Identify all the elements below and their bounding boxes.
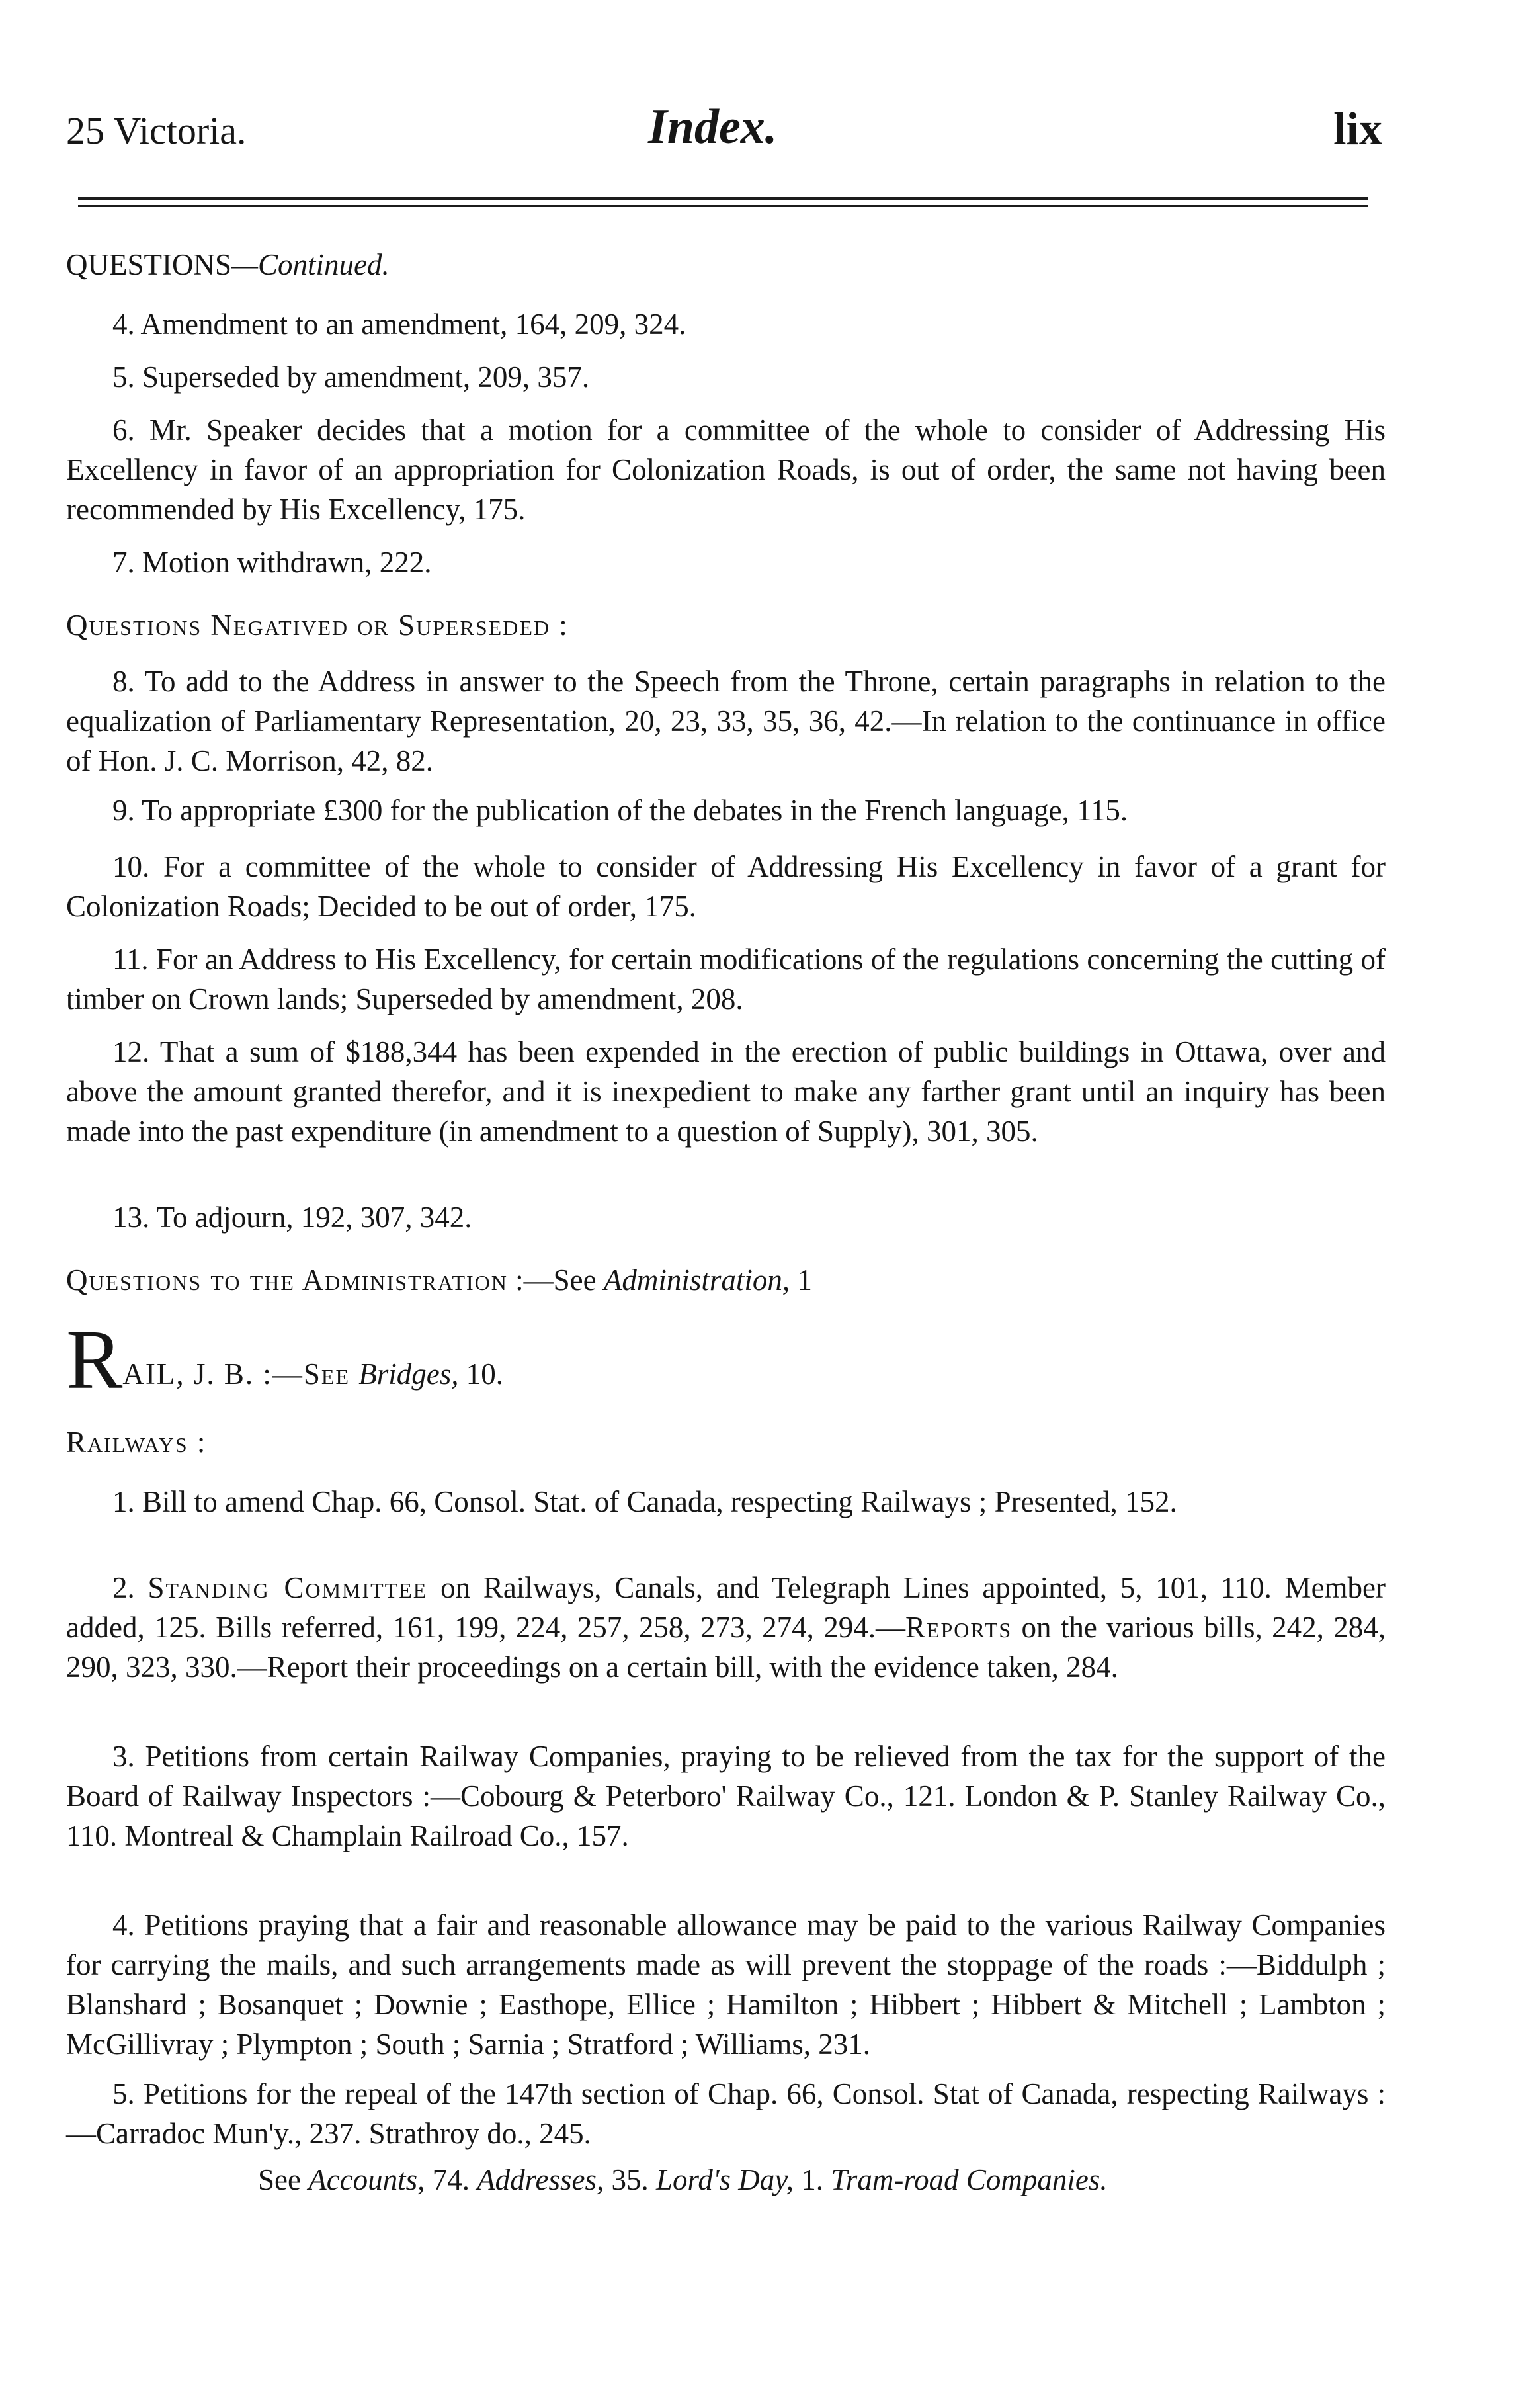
drop-cap: R: [66, 1312, 123, 1406]
index-entry: 4. Amendment to an amendment, 164, 209, 324.: [112, 308, 686, 341]
index-entry: 1. Bill to amend Chap. 66, Consol. Stat. of Canada, respecting Railways ; Presented, 152.: [112, 1485, 1177, 1518]
admin-ref: Administration,: [603, 1264, 790, 1297]
entry-number: 2.: [112, 1571, 148, 1604]
admin-see: :—See: [507, 1264, 604, 1297]
reports-label: Reports: [905, 1611, 1013, 1644]
index-entry: 9. To appropriate £300 for the publication of the debates in the French language, 115.: [112, 794, 1128, 827]
index-entry: [66, 1568, 1386, 1687]
heading-questions: QUESTIONS: [66, 248, 232, 281]
rail-ref: Bridges,: [358, 1357, 459, 1391]
index-entry: 11. For an Address to His Excellency, for certain modifications of the regulations concerning the cutting of timber on Crown lands; Superseded by amendment, 208.: [66, 943, 1386, 1015]
section-heading-questions-administration: [66, 1260, 1386, 1300]
section-heading-railways: Railways :: [66, 1426, 207, 1459]
entry-text: on Railways, Canals, and Telegraph Lines appointed, 5, 101, 110. Member added, 125. Bills referred, 161, 199, 224, 257, 258, 273, 274, 294.—: [66, 1571, 1386, 1644]
header-rule-thick: [78, 197, 1368, 200]
see-ref-number: 35.: [604, 2163, 657, 2196]
index-entry: 5. Petitions for the repeal of the 147th section of Chap. 66, Consol. Stat of Canada, respecting Railways :—Carradoc Mun'y., 237. Strathroy do., 245.: [66, 2077, 1386, 2150]
index-entry: 10. For a committee of the whole to consider of Addressing His Excellency in favor of a grant for Colonization Roads; Decided to be out of order, 175.: [66, 850, 1386, 923]
see-ref: Tram-road Companies.: [831, 2163, 1108, 2196]
rail-ref-number: 10.: [458, 1357, 503, 1391]
see-also-line: [66, 2160, 1533, 2200]
header-title: Index.: [648, 100, 778, 154]
index-entry: 13. To adjourn, 192, 307, 342.: [112, 1201, 472, 1234]
rail-entry: [66, 1312, 1386, 1406]
rail-name: AIL, J. B. :—See: [122, 1357, 359, 1391]
index-entry: 12. That a sum of $188,344 has been expended in the erection of public buildings in Ottawa, over and above the amount granted therefor, and it is inexpedient to make any farther grant until an inquiry has been made into the past expenditure (in amendment to a question of Supply), 301, 305.: [66, 1035, 1386, 1148]
header-volume: 25 Victoria.: [66, 109, 247, 152]
section-heading-questions-continued: [66, 245, 1386, 284]
see-ref-number: 1.: [794, 2163, 831, 2196]
index-entry: 6. Mr. Speaker decides that a motion for a committee of the whole to consider of Addressing His Excellency in favor of an appropriation for Colonization Roads, is out of order, the same not having been recommended by His Excellency, 175.: [66, 413, 1386, 526]
see-ref-number: 74.: [425, 2163, 477, 2196]
index-entry: 3. Petitions from certain Railway Companies, praying to be relieved from the tax for the support of the Board of Railway Inspectors :—Cobourg & Peterboro' Railway Co., 121. London & P. Stanley Railway Co., 110. Montreal & Champlain Railroad Co., 157.: [66, 1740, 1386, 1852]
page-header: [66, 99, 1382, 159]
index-entry: 5. Superseded by amendment, 209, 357.: [112, 361, 590, 394]
see-ref: Lord's Day,: [656, 2163, 794, 2196]
index-entry: 8. To add to the Address in answer to the Speech from the Throne, certain paragraphs in relation to the equalization of Parliamentary Representation, 20, 23, 33, 35, 36, 42.—In relation to the continuance in office of Hon. J. C. Morrison, 42, 82.: [66, 665, 1386, 777]
heading-continued: —Continued.: [231, 248, 390, 281]
see-ref: Addresses,: [477, 2163, 604, 2196]
see-ref: Accounts,: [308, 2163, 425, 2196]
entry-text: on the various bills, 242, 284, 290, 323, 330.—Report their proceedings on a certain bill, with the evidence taken, 284.: [66, 1611, 1386, 1684]
header-page-number: lix: [1333, 104, 1382, 155]
see-prefix: See: [258, 2163, 309, 2196]
header-rule-thin: [78, 205, 1368, 207]
index-entry: 4. Petitions praying that a fair and reasonable allowance may be paid to the various Railway Companies for carrying the mails, and such arrangements made as will prevent the stoppage of the roads :—Biddulph ; Blanshard ; Bosanquet ; Downie ; Easthope, Ellice ; Hamilton ; Hibbert ; Hibbert & Mitchell ; Lambton ; McGillivray ; Plympton ; South ; Sarnia ; Stratford ; Williams, 231.: [66, 1909, 1386, 2061]
heading-admin-label: Questions to the Administration: [66, 1264, 508, 1297]
section-heading-questions-negatived: Questions Negatived or Superseded :: [66, 609, 569, 642]
admin-ref-number: 1: [790, 1264, 812, 1297]
standing-committee-label: Standing Committee: [147, 1571, 428, 1604]
index-entry: 7. Motion withdrawn, 222.: [112, 546, 432, 579]
